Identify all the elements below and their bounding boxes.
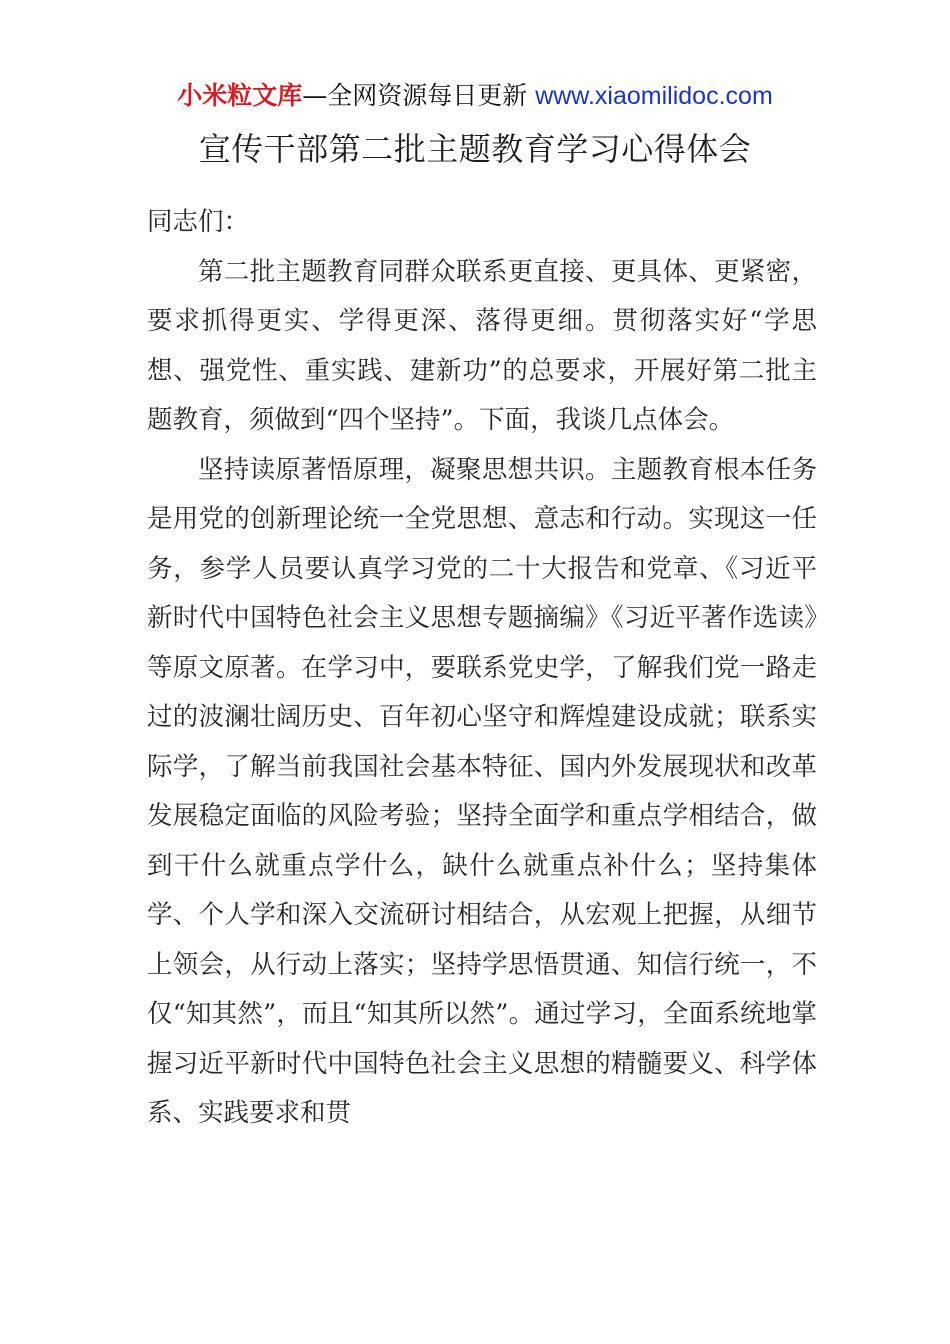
brand-name: 小米粒文库: [177, 81, 303, 110]
document-title: 宣传干部第二批主题教育学习心得体会: [198, 130, 752, 168]
brand-tagline: —全网资源每日更新: [302, 81, 528, 110]
document-body: [147, 198, 817, 1139]
watermark-banner: [0, 80, 950, 112]
brand-url[interactable]: www.xiaomilidoc.com: [535, 82, 773, 110]
salutation: 同志们：: [147, 207, 250, 237]
paragraph-point-one: 坚持读原著悟原理，凝聚思想共识。主题教育根本任务是用党的创新理论统一全党思想、意志和行动。实现这一任务，参学人员要认真学习党的二十大报告和党章、《习近平新时代中国特色社会主义思想专题摘编》《习近平著作选读》等原文原著。在学习中，要联系党史学，了解我们党一路走过的波澜壮阔历史、百年初心坚守和辉煌建设成就；联系实际学，了解当前我国社会基本特征、国内外发展现状和改革发展稳定面临的风险考验；坚持全面学和重点学相结合，做到干什么就重点学什么，缺什么就重点补什么；坚持集体学、个人学和深入交流研讨相结合，从宏观上把握，从细节上领会，从行动上落实；坚持学思悟贯通、知信行统一，不仅“知其然”，而且“知其所以然”。通过学习，全面系统地掌握习近平新时代中国特色社会主义思想的精髓要义、科学体系、实践要求和贯: [147, 454, 817, 1128]
paragraph-intro: 第二批主题教育同群众联系更直接、更具体、更紧密，要求抓得更实、学得更深、落得更细。贯彻落实好“学思想、强党性、重实践、建新功”的总要求，开展好第二批主题教育，须做到“四个坚持”。下面，我谈几点体会。: [147, 256, 817, 435]
